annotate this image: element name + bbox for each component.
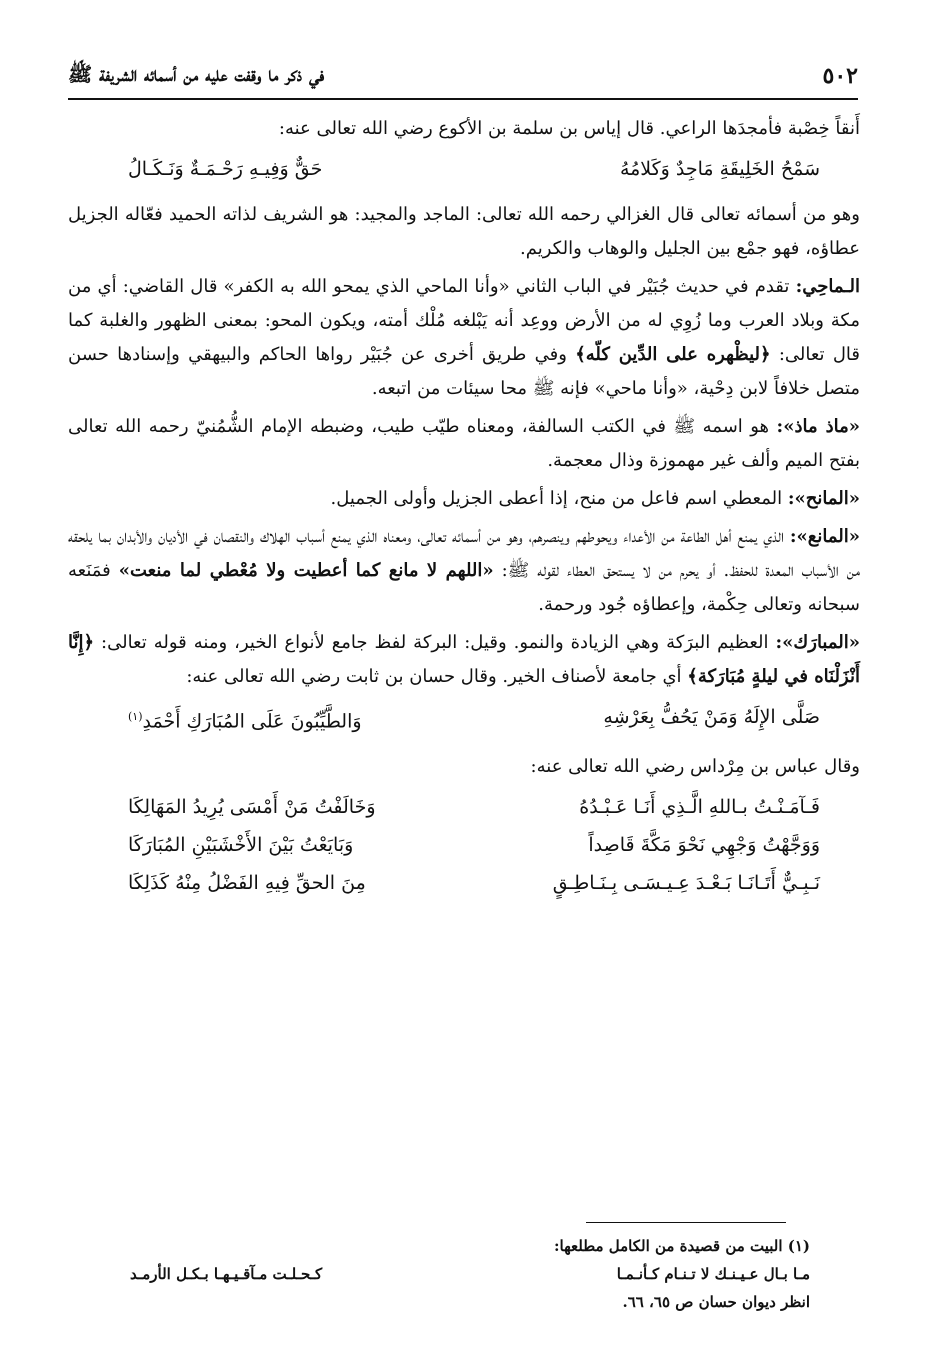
entry-term-mahi: الـماحِي: [795, 276, 860, 297]
paragraph-1: أَنقاً خِصْبة فأمجدَها الراعي. قال إياس بن سلمة بن الأكوع رضي الله تعالى عنه: [278, 118, 860, 139]
verse-hemistich-right: سَمْحُ الخَلِيقَةِ مَاجِدٌ وَكَلامُهُ [619, 158, 820, 180]
paragraph-text: وفي طريق أخرى عن جُبَيْر رواها الحاكم والبيهقي وإسنادها حسن متصل خلافاً لابن دِحْية، «وأنا ماحي» فإنه ﷺ محا سيئات من اتبعه. [68, 344, 860, 399]
footnote-divider [586, 1222, 786, 1223]
footnote-1-verse [120, 1260, 810, 1288]
footnote-1-intro: (١) البيت من قصيدة من الكامل مطلعها: [553, 1237, 810, 1255]
verse-abbas-2 [68, 826, 860, 864]
paragraph-mahi [68, 270, 860, 406]
verse-hemistich-left: مِنَ الحقِّ فِيهِ الفَضْلُ مِنْهُ كَذَلِكَا [128, 872, 366, 895]
paragraph-text: هو اسمه ﷺ في الكتب السالفة، ومعناه طيّب طيب، وضبطه الإمام الشُّمُنيّ رحمه الله تعالى بفتح الميم وألف غير مهموزة وذال معجمة. [68, 416, 860, 471]
page-number: ٥٠٢ [822, 63, 858, 89]
quran-quote: ﴿ليظْهره على الدِّين كلّه﴾ [575, 344, 771, 365]
verse-text: وَالطَّيِّبُونَ عَلَى المُبَارَكِ أَحْمَدِ [142, 710, 362, 733]
paragraph-text: المعطي اسم فاعل من منح، إذا أعطى الجزيل وأولى الجميل. [330, 488, 788, 509]
verse-hemistich-right: وَوَجَّهْتُ وَجْهِي نَحْوَ مَكَّةَ قَاصِداً [588, 834, 820, 857]
paragraph-majid: وهو من أسمائه تعالى قال الغزالي رحمه الله تعالى: الماجد والمجيد: هو الشريف لذاته الحميد فعّاله الجزيل عطاؤه، فهو جمْع بين الجليل والوهاب والكريم. [68, 204, 860, 259]
paragraph-manih [68, 482, 860, 516]
verse-hemistich-left: حَقٌّ وَفِيـهِ رَحْـمَـةٌ وَنَـكَـالُ [128, 158, 323, 180]
footnote-marker: (١) [128, 710, 143, 723]
verse-hemistich-left: وَبَايَعْتُ بَيْنَ الأَخْشَبَيْنِ المُبَارَكَا [128, 834, 354, 857]
entry-term-mani: «المانع»: [789, 526, 860, 547]
verse-hassan [68, 698, 860, 740]
entry-term-mubarak: «المبارَك»: [775, 632, 860, 653]
paragraph-mani [68, 520, 860, 622]
footnotes [120, 1232, 810, 1316]
quran-quote: ﴿إِنَّا أَنْزَلْنَاه في ليلةٍ مُبَارَكة﴾ [68, 632, 860, 687]
paragraph-text: تقدم في حديث جُبَيْر في الباب الثاني «وأنا الماحي الذي يمحو الله به الكفر» قال القاضي: أي من مكة وبلاد العرب وما زُوِي له من الأرض ووعِد أنه يَبْلغه مُلْك أمته، ويكون المحو: بمعنى الظهور والغلبة كما قال تعالى: [68, 276, 860, 365]
entry-term-manih: «المانح»: [787, 488, 860, 509]
paragraph-text: أي جامعة لأصناف الخير. وقال حسان بن ثابت رضي الله تعالى عنه: [186, 666, 688, 687]
verse-hemistich-right: صَلَّى الإِلَهُ وَمَنْ يَحُفُّ بِعَرْشِهِ [603, 706, 820, 728]
verse-hemistich-left: وَخَالَفْتُ مَنْ أَمْسَى يُرِيدُ المَهَالِكَا [128, 796, 376, 819]
paragraph-text: الذي يمنع أهل الطاعة من الأعداء ويحوطهم وينصرهم، وهو من أسمائه تعالى، ومعناه الذي يمنع أسباب الهلاك والنقصان في الأديان والأبدان بما يلحقه من الأسباب المعدة للحفظ. أو يحرم من لا يستحق العطاء لقوله ﷺ: [68, 526, 860, 581]
running-title: في ذكر ما وقفت عليه من أسمائه الشريفة ﷺ [68, 61, 325, 86]
footnote-1-reference: انظر ديوان حسان ص ٦٥، ٦٦. [622, 1293, 810, 1311]
running-header [68, 56, 858, 96]
verse-iyas [68, 150, 860, 188]
paragraph-text: فمَنَعه سبحانه وتعالى حِكْمة، وإعطاؤه جُود ورحمة. [68, 560, 860, 615]
paragraph-abbas-intro: وقال عباس بن مِرْداس رضي الله تعالى عنه: [530, 756, 860, 778]
paragraph-text: العظيم البرَكة وهي الزيادة والنمو. وقيل: البركة لفظ جامع لأنواع الخير، ومنه قوله تعالى: [94, 632, 776, 653]
verse-hemistich-left [128, 698, 362, 740]
hadith-quote: «اللهم لا مانع كما أعطيت ولا مُعْطي لما منعت» [118, 560, 494, 581]
entry-term-madh: «ماذ ماذ»: [776, 416, 861, 437]
paragraph-mubarak [68, 626, 860, 694]
verse-hemistich-right: مـا بـال عـيـنـك لا تـنـام كـأنـمـا [616, 1265, 810, 1283]
verse-abbas-3 [68, 864, 860, 902]
main-text [68, 112, 860, 902]
verse-abbas-1 [68, 788, 860, 826]
verse-hemistich-left: كـحـلـت مـآقـيـهـا بـكـل الأرمـد [130, 1265, 323, 1283]
verse-hemistich-right: نَـبِـيٌّ أَتَـانَـا بَـعْـدَ عِـيـسَـى بِـنَـاطِـقٍ [552, 872, 820, 895]
header-divider [68, 98, 858, 100]
paragraph-madh [68, 410, 860, 478]
verse-hemistich-right: فَـآمَـنْـتُ بـاللهِ الَّـذِي أَنَـا عَـبْـدُهُ [579, 796, 820, 819]
